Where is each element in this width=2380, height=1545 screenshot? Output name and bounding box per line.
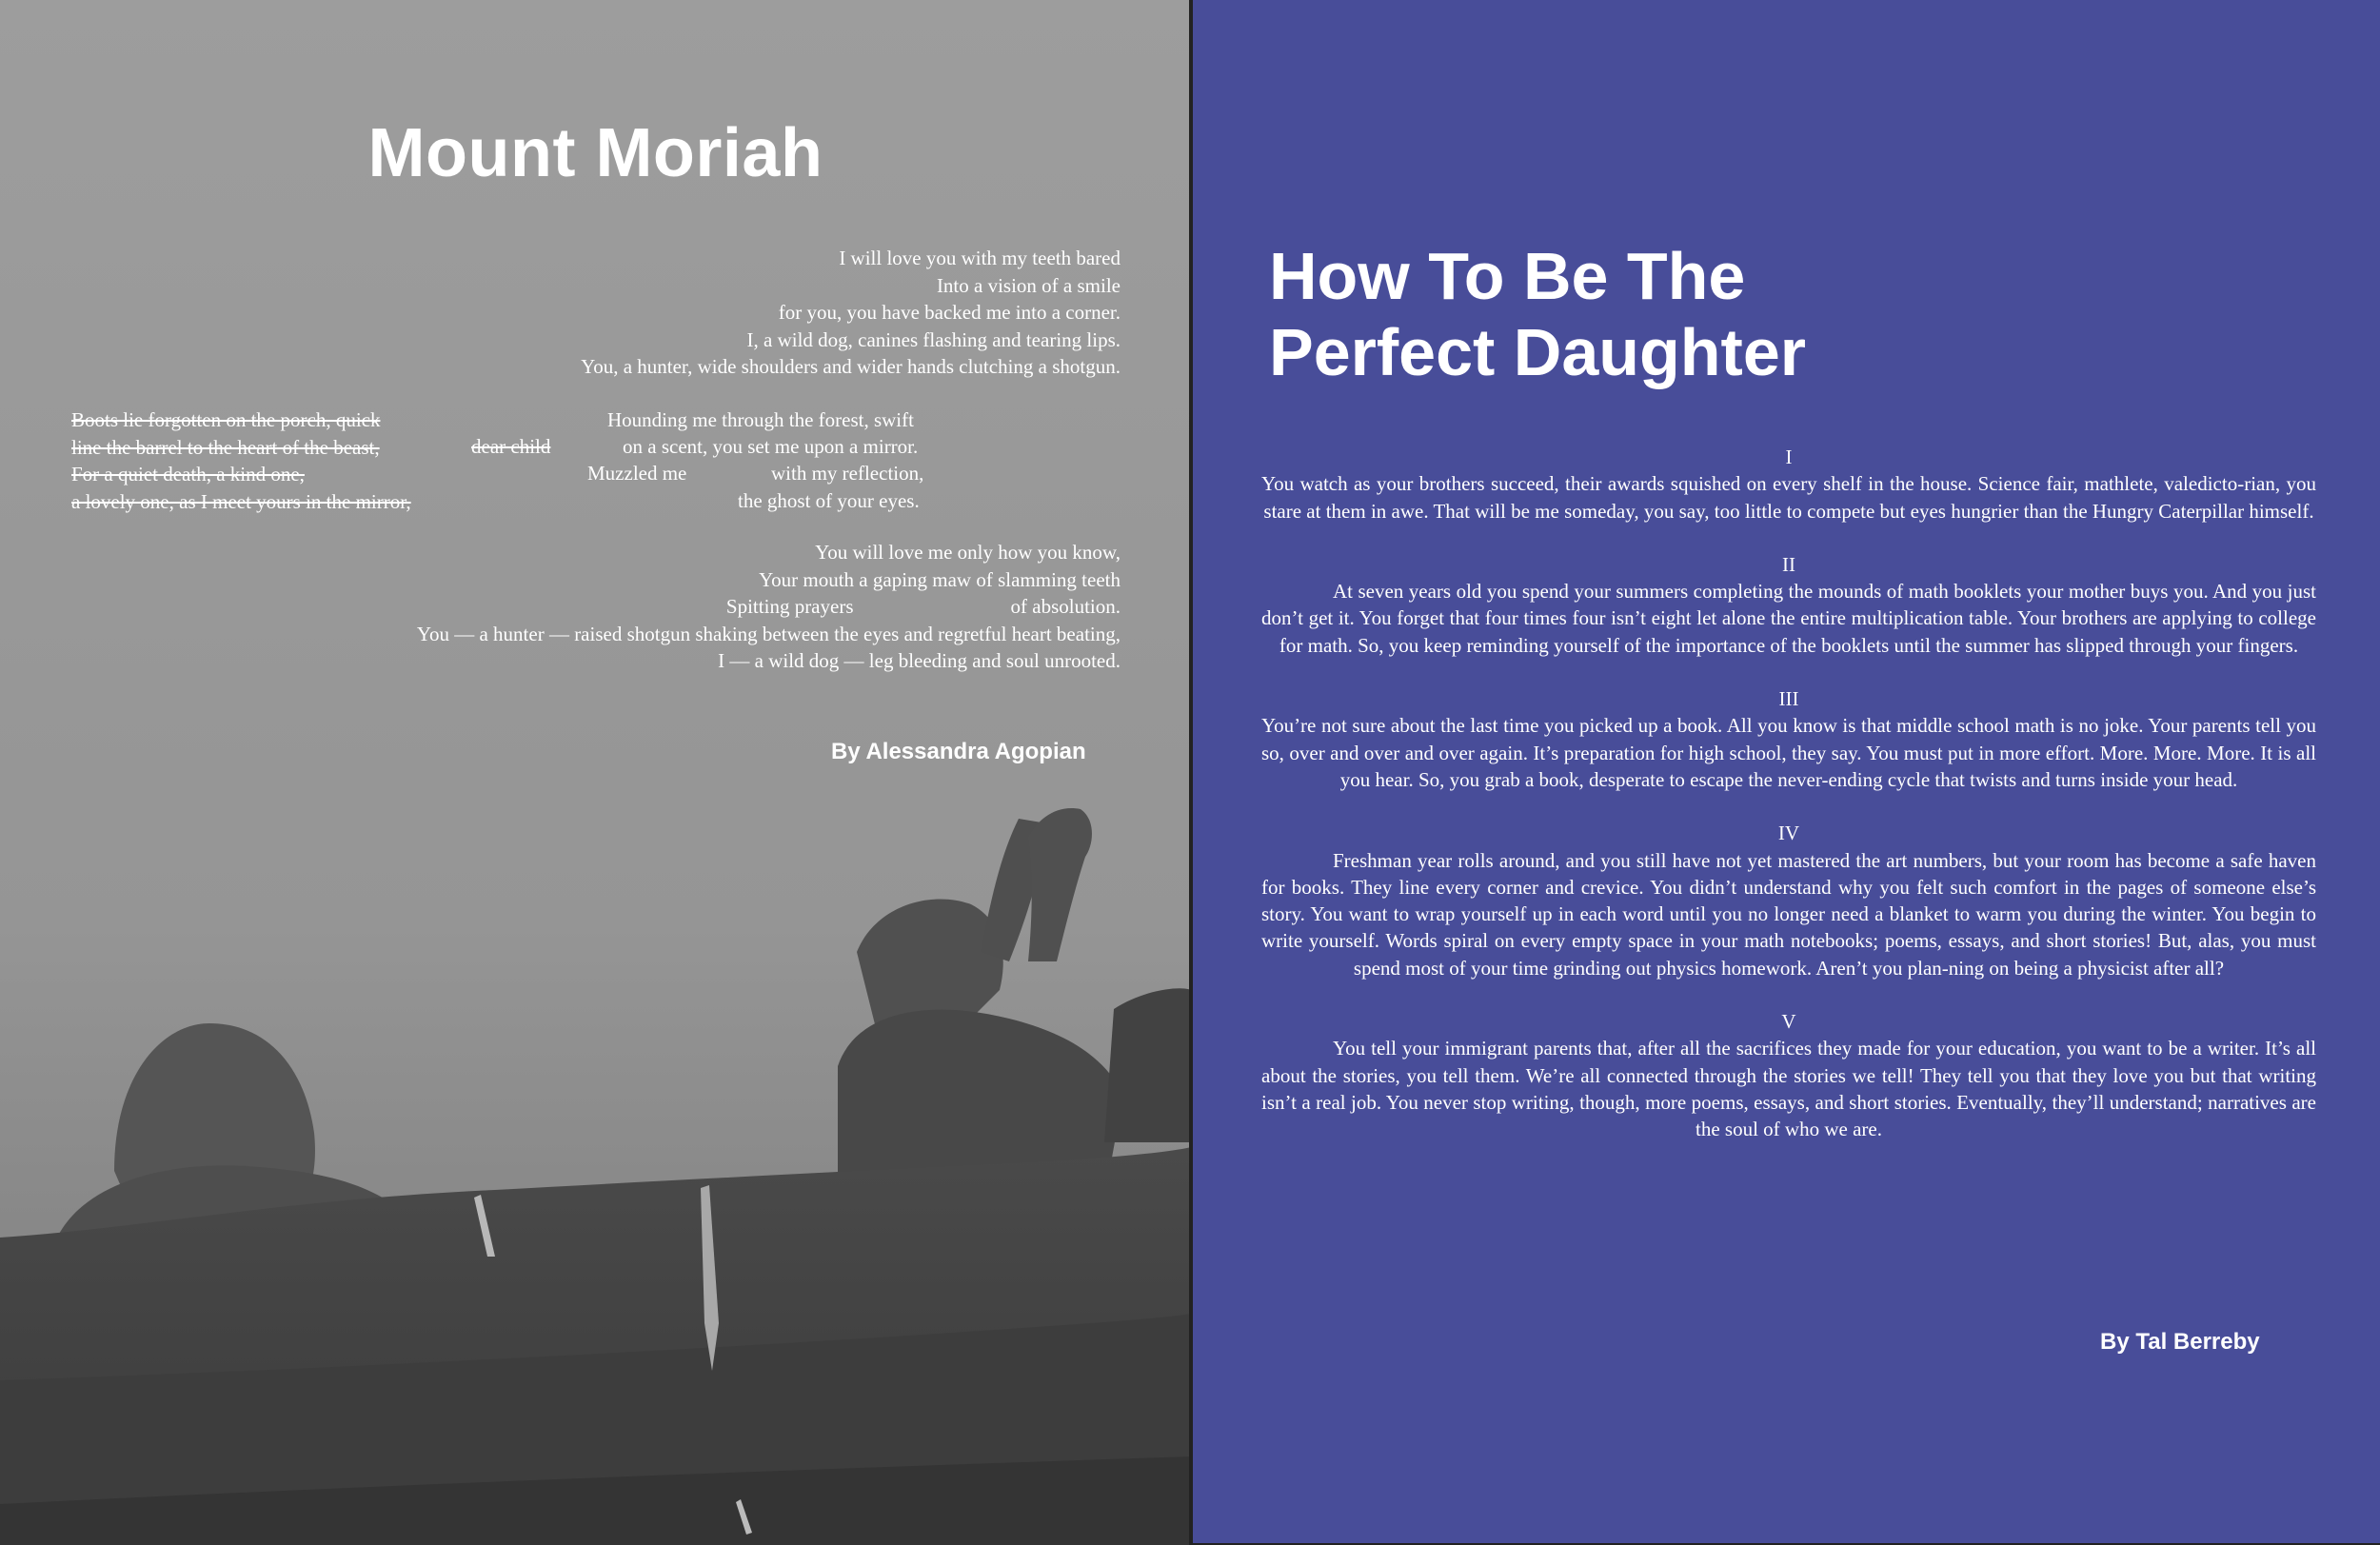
section-text: At seven years old you spend your summers completing the mounds of math booklets your mother buys you. And you just don’t get it. You forget that four times four isn’t eight let alone the entire multiplication table. Your brothers are applying to college for math. So, you keep reminding yourself of the importance of the booklets until the summer has slipped through your fingers.: [1261, 580, 2316, 657]
essay-author: By Tal Berreby: [2100, 1329, 2260, 1355]
section-numeral: I: [1785, 446, 1793, 468]
poem-line: with my reflection,: [771, 462, 924, 485]
right-page: [1191, 0, 2380, 1545]
poem-line: You, a hunter, wide shoulders and wider hands clutching a shotgun.: [581, 355, 1121, 378]
section-numeral: V: [1781, 1010, 1796, 1034]
poem-title-mount-moriah: Mount Moriah: [367, 115, 823, 191]
section-text: Freshman year rolls around, and you still have not yet mastered the art numbers, but your room has become a safe haven for books. They line every corner and crevice. You didn’t understand why you felt such comfort in the pages of someone else’s story. You want to wrap yourself up in each word until you no longer need a blanket to warm you during the winter. You begin to write yourself. Words spiral on every empty space in your math notebooks; poems, essays, and short stories! But, alas, you must spend most of your time grinding out physics homework. Aren’t you plan-ning on being a physicist after all?: [1261, 848, 2316, 980]
essay-title-line-2: Perfect Daughter: [1269, 315, 1807, 389]
section-text: You’re not sure about the last time you picked up a book. All you know is that middle school math is no joke. Your parents tell you so, over and over and over again. It’s preparation for high school, they say. You must put in more effort. More. More. More. It is all you hear. So, you grab a book, desperate to escape the never-ending cycle that twists and turns inside your head.: [1261, 714, 2316, 791]
poem-line: Hounding me through the forest, swift: [607, 408, 914, 431]
poem-line: Into a vision of a smile: [936, 273, 1121, 297]
struck-line: line the barrel to the heart of the beast,: [71, 435, 380, 459]
poem-line: Muzzled me: [587, 462, 687, 485]
struck-line: For a quiet death, a kind one,: [71, 463, 305, 485]
poem-author: By Alessandra Agopian: [831, 739, 1086, 764]
struck-line: a lovely one, as I meet yours in the mirror,: [71, 489, 411, 513]
struck-through-lines: [71, 406, 585, 515]
section-numeral: IV: [1777, 822, 1800, 845]
section-text: You tell your immigrant parents that, after all the sacrifices they made for your education, you want to be a writer. It’s all about the stories, you tell them. We’re all connected through the stories we tell! They tell you that they love you but that writing isn’t a real job. You never stop writing, though, more poems, essays, and short stories. Eventually, they’ll understand; narratives are the soul of who we are.: [1261, 1037, 2316, 1141]
poem-stanza-1: [169, 245, 1121, 381]
struck-dear-child: dear child: [471, 435, 551, 458]
essay-section-5: [1261, 1008, 2316, 1142]
section-numeral: III: [1778, 687, 1799, 711]
essay-sections: [1261, 444, 2316, 1170]
poem-line: [169, 593, 1121, 621]
poem-line-part: Spitting prayers: [725, 595, 854, 618]
poem-line: I will love you with my teeth bared: [839, 247, 1121, 269]
poem-line: I, a wild dog, canines flashing and tearing lips.: [746, 327, 1121, 351]
essay-section-1: [1261, 444, 2316, 525]
poem-line: You will love me only how you know,: [815, 541, 1121, 564]
poem-line: the ghost of your eyes.: [738, 489, 920, 512]
poem-line: for you, you have backed me into a corner.: [778, 301, 1121, 324]
essay-title: [1269, 238, 1806, 390]
essay-section-4: [1261, 820, 2316, 981]
poem-stanza-3: [169, 539, 1121, 675]
section-text: You watch as your brothers succeed, their awards squished on every shelf in the house. Science fair, mathlete, valedicto-rian, you stare at them in awe. That will be me someday, you say, too little to compete but eyes hungrier than the Hungry Caterpillar himself.: [1261, 472, 2316, 523]
section-numeral: II: [1782, 552, 1795, 576]
poem-line: You — a hunter — raised shotgun shaking between the eyes and regretful heart beating,: [416, 622, 1121, 645]
poem-line: I — a wild dog — leg bleeding and soul unrooted.: [718, 649, 1121, 672]
essay-section-3: [1261, 685, 2316, 793]
poem-line: on a scent, you set me upon a mirror.: [623, 435, 919, 458]
essay-section-2: [1261, 551, 2316, 659]
poem-line: Your mouth a gaping maw of slamming teeth: [759, 567, 1121, 591]
poem-line-part: of absolution.: [1010, 595, 1121, 618]
essay-title-line-1: How To Be The: [1269, 239, 1746, 313]
struck-line: Boots lie forgotten on the porch, quick: [71, 408, 381, 431]
